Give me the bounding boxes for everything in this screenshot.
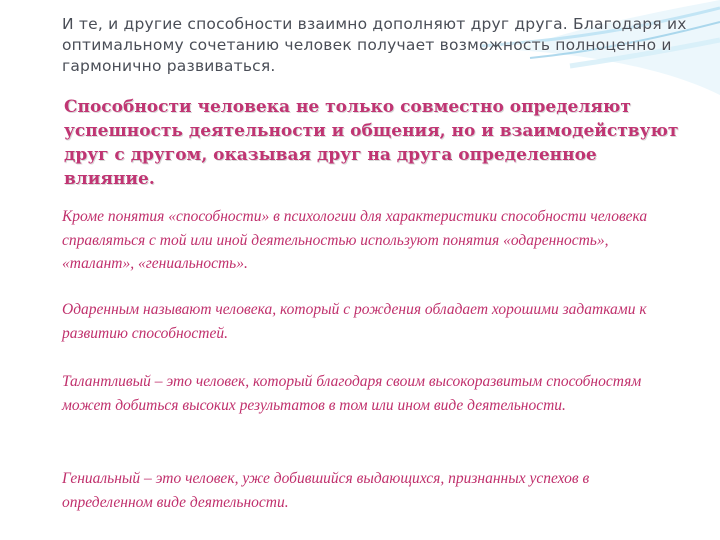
paragraph-gifted: Одаренным называют человека, который с рождения обладает хорошими задатками к развитию способностей. bbox=[62, 301, 647, 342]
paragraph-concepts: Кроме понятия «способности» в психологии для характеристики способности человека справляться с той или иной деятельностью используют понятия «одаренность», «талант», «гениальность». bbox=[62, 208, 648, 272]
paragraph-talented: Талантливый – это человек, который благодаря своим высокоразвитым способностям может добиться высоких результатов в том или ином виде деятельности. bbox=[62, 373, 642, 414]
lead-paragraph: Способности человека не только совместно определяют успешность деятельности и общения, но и взаимодействуют друг с другом, оказывая друг на друга определенное влияние. bbox=[64, 97, 679, 189]
intro-paragraph: И те, и другие способности взаимно дополняют друг друга. Благодаря их оптимальному сочетанию человек получает возможность полноценно и гармонично развиваться. bbox=[62, 15, 687, 75]
paragraph-genius: Гениальный – это человек, уже добившийся выдающихся, признанных успехов в определенном виде деятельности. bbox=[62, 470, 590, 511]
